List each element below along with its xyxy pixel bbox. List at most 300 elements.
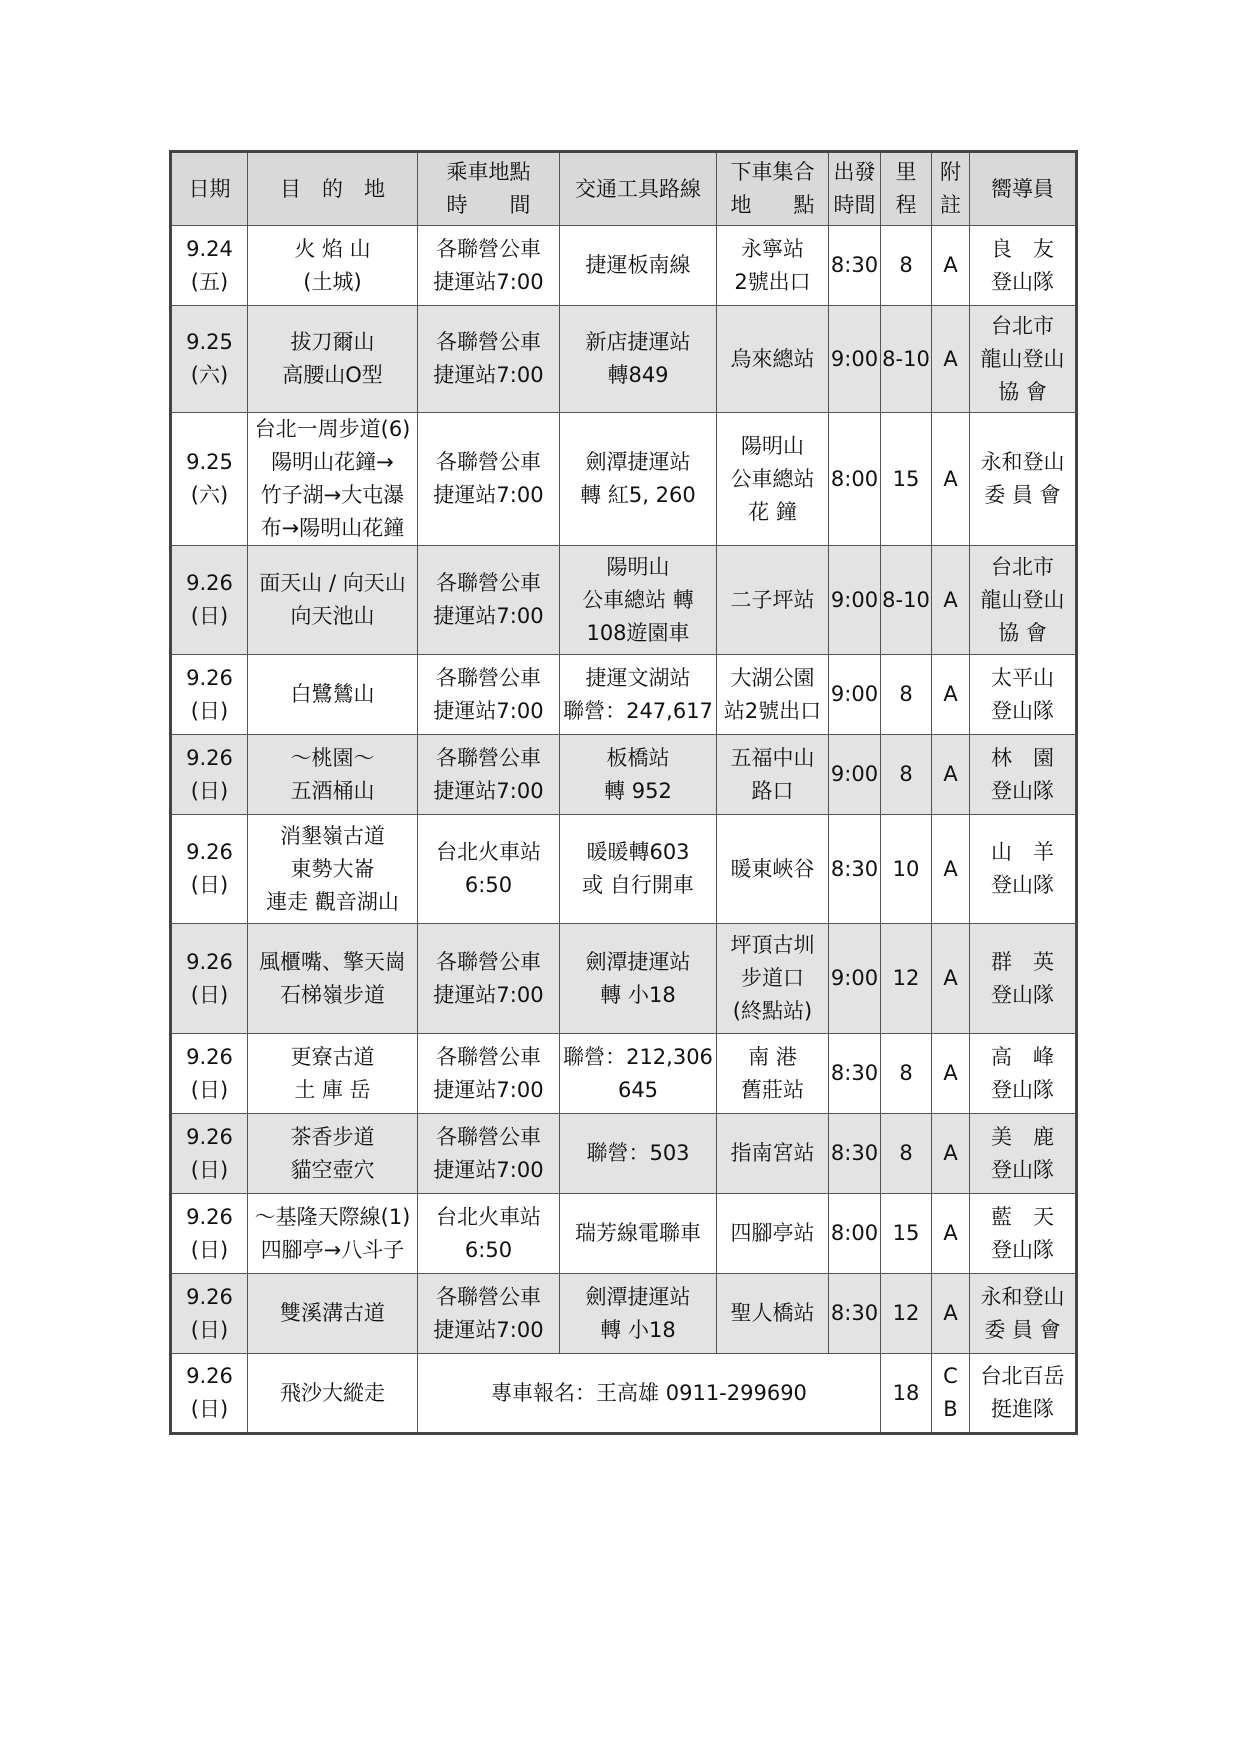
distance-cell: 8 xyxy=(881,226,932,306)
route-cell xyxy=(560,1034,717,1114)
drop-cell xyxy=(717,1274,829,1354)
route-cell xyxy=(560,1194,717,1274)
route-cell-line: 轉 952 xyxy=(604,778,672,803)
destination-cell-line: 陽明山花鐘→ xyxy=(271,450,394,474)
header-distance-line: 程 xyxy=(895,193,917,217)
route-cell-line: 108遊園車 xyxy=(586,620,690,645)
note-cell xyxy=(932,655,970,735)
drop-cell xyxy=(717,924,829,1034)
route-cell xyxy=(560,226,717,306)
boarding-cell xyxy=(418,1034,560,1114)
destination-cell-line: 風櫃嘴、擎天崗 xyxy=(259,949,406,974)
route-cell-line: 轉 小18 xyxy=(600,1317,676,1342)
note-cell xyxy=(932,1114,970,1194)
destination-cell xyxy=(248,924,418,1034)
date-cell-line: (日) xyxy=(190,1397,229,1421)
drop-cell-line: 聖人橋站 xyxy=(730,1301,815,1325)
note-cell-line: A xyxy=(943,762,958,786)
note-cell-line: A xyxy=(943,466,958,491)
route-cell-line: 陽明山 xyxy=(606,554,670,579)
boarding-cell xyxy=(418,655,560,735)
route-cell xyxy=(560,735,717,815)
header-guide xyxy=(970,152,1077,226)
date-cell xyxy=(171,815,248,924)
guide-cell xyxy=(970,546,1077,655)
drop-cell-line: 南 港 xyxy=(748,1044,797,1069)
destination-cell xyxy=(248,413,418,546)
guide-cell xyxy=(970,226,1077,306)
note-cell-line: A xyxy=(943,682,958,706)
header-drop xyxy=(717,152,829,226)
guide-cell-line: 美 鹿 xyxy=(991,1124,1054,1149)
guide-cell-line: 林 園 xyxy=(991,745,1054,770)
note-cell xyxy=(932,413,970,546)
guide-cell-line: 藍 天 xyxy=(991,1204,1054,1229)
boarding-cell-line: 6:50 xyxy=(464,873,513,897)
boarding-cell xyxy=(418,546,560,655)
depart-cell: 8:30 xyxy=(829,1034,881,1114)
distance-cell: 8 xyxy=(881,1034,932,1114)
distance-cell: 15 xyxy=(881,413,932,546)
table-row xyxy=(171,1034,1077,1114)
date-cell-line: (日) xyxy=(190,1157,229,1182)
route-cell-line: 瑞芳線電聯車 xyxy=(575,1221,701,1245)
destination-cell xyxy=(248,1274,418,1354)
guide-cell xyxy=(970,306,1077,413)
distance-cell: 8 xyxy=(881,655,932,735)
note-cell xyxy=(932,1274,970,1354)
route-cell-line: 轉 紅5, 260 xyxy=(580,483,696,507)
depart-cell: 9:00 xyxy=(829,924,881,1034)
guide-cell xyxy=(970,1274,1077,1354)
route-cell xyxy=(560,306,717,413)
destination-cell-line: (土城) xyxy=(303,269,362,294)
depart-cell: 8:30 xyxy=(829,815,881,924)
boarding-cell-line: 6:50 xyxy=(464,1237,513,1262)
distance-cell: 8-10 xyxy=(881,306,932,413)
boarding-cell-line: 各聯營公車 xyxy=(436,1044,541,1069)
distance-cell: 15 xyxy=(881,1194,932,1274)
route-cell-line: 捷運文湖站 xyxy=(585,665,691,690)
route-cell xyxy=(560,924,717,1034)
boarding-cell-line: 各聯營公車 xyxy=(436,330,541,354)
drop-cell-line: 暖東峽谷 xyxy=(730,856,815,881)
boarding-cell-line: 各聯營公車 xyxy=(436,236,541,261)
destination-cell-line: 布→陽明山花鐘 xyxy=(260,516,405,540)
note-cell-line: A xyxy=(943,1061,958,1085)
guide-cell-line: 挺進隊 xyxy=(991,1397,1054,1421)
guide-cell-line: 登山隊 xyxy=(991,873,1054,897)
route-cell-line: 或 自行開車 xyxy=(582,873,694,897)
guide-cell-line: 登山隊 xyxy=(991,982,1054,1007)
date-cell xyxy=(171,413,248,546)
drop-cell xyxy=(717,306,829,413)
route-cell xyxy=(560,1114,717,1194)
destination-cell-line: 連走 觀音湖山 xyxy=(266,889,399,914)
date-cell-line: 9.26 xyxy=(186,1204,233,1229)
boarding-cell xyxy=(418,1194,560,1274)
guide-cell-line: 永和登山 xyxy=(980,1284,1065,1309)
route-cell xyxy=(560,655,717,735)
header-boarding-line: 時 間 xyxy=(446,193,531,217)
route-cell-line: 公車總站 轉 xyxy=(582,587,694,612)
header-note xyxy=(932,152,970,226)
note-cell xyxy=(932,226,970,306)
route-cell xyxy=(560,546,717,655)
date-cell xyxy=(171,226,248,306)
header-distance xyxy=(881,152,932,226)
boarding-cell-line: 捷運站7:00 xyxy=(433,483,544,507)
boarding-cell-line: 各聯營公車 xyxy=(436,949,541,974)
header-depart xyxy=(829,152,881,226)
guide-cell-line: 登山隊 xyxy=(991,1237,1054,1262)
boarding-cell-line: 各聯營公車 xyxy=(436,1284,541,1309)
destination-cell-line: 茶香步道 xyxy=(290,1124,375,1149)
boarding-cell-line: 捷運站7:00 xyxy=(433,1317,544,1342)
guide-cell-line: 登山隊 xyxy=(991,269,1054,294)
date-cell xyxy=(171,1354,248,1434)
drop-cell-line: 四腳亭站 xyxy=(730,1221,815,1245)
header-date xyxy=(171,152,248,226)
date-cell-line: (日) xyxy=(190,778,229,803)
note-cell-line: A xyxy=(943,1141,958,1165)
note-cell xyxy=(932,546,970,655)
guide-cell-line: 登山隊 xyxy=(991,1157,1054,1182)
table-row xyxy=(171,1274,1077,1354)
guide-cell xyxy=(970,1034,1077,1114)
drop-cell-line: 路口 xyxy=(751,778,794,803)
table-row xyxy=(171,1194,1077,1274)
header-row xyxy=(171,152,1077,226)
destination-cell-line: 拔刀爾山 xyxy=(290,330,375,354)
guide-cell xyxy=(970,1354,1077,1434)
date-cell-line: 9.26 xyxy=(186,1284,233,1309)
note-cell xyxy=(932,815,970,924)
distance-cell: 8 xyxy=(881,735,932,815)
destination-cell-line: 面天山 / 向天山 xyxy=(259,571,406,595)
boarding-cell xyxy=(418,924,560,1034)
boarding-cell xyxy=(418,1114,560,1194)
header-distance-line: 里 xyxy=(895,160,917,184)
depart-cell: 8:30 xyxy=(829,1274,881,1354)
header-boarding xyxy=(418,152,560,226)
date-cell xyxy=(171,1034,248,1114)
guide-cell xyxy=(970,924,1077,1034)
table-row xyxy=(171,735,1077,815)
table-row xyxy=(171,1114,1077,1194)
guide-cell xyxy=(970,1114,1077,1194)
destination-cell-line: 土 庫 岳 xyxy=(294,1077,371,1102)
date-cell-line: (五) xyxy=(190,269,229,294)
note-cell-line: A xyxy=(943,253,958,277)
destination-cell-line: ～桃園～ xyxy=(290,745,375,770)
date-cell-line: (日) xyxy=(190,604,229,628)
destination-cell xyxy=(248,655,418,735)
route-cell-line: 轉849 xyxy=(607,363,669,387)
schedule-table xyxy=(169,150,1078,1435)
date-cell-line: 9.25 xyxy=(186,450,233,474)
destination-cell xyxy=(248,226,418,306)
guide-cell-line: 委 員 會 xyxy=(984,1317,1061,1342)
date-cell-line: 9.26 xyxy=(186,571,233,595)
drop-cell-line: (終點站) xyxy=(732,999,813,1023)
date-cell-line: (六) xyxy=(190,363,229,387)
date-cell xyxy=(171,924,248,1034)
date-cell-line: (日) xyxy=(190,1237,229,1262)
header-date-line: 日期 xyxy=(188,176,231,201)
destination-cell-line: 石梯嶺步道 xyxy=(280,982,385,1007)
boarding-cell xyxy=(418,1274,560,1354)
drop-cell-line: 站2號出口 xyxy=(723,698,822,723)
drop-cell-line: 2號出口 xyxy=(734,269,811,294)
route-cell xyxy=(560,1274,717,1354)
drop-cell xyxy=(717,1114,829,1194)
route-cell-line: 轉 小18 xyxy=(600,982,676,1007)
distance-cell: 10 xyxy=(881,815,932,924)
distance-cell: 18 xyxy=(881,1354,932,1434)
depart-cell: 8:00 xyxy=(829,413,881,546)
date-cell xyxy=(171,546,248,655)
note-cell-line: A xyxy=(943,346,958,371)
date-cell-line: 9.25 xyxy=(186,330,233,354)
route-cell-line: 暖暖轉603 xyxy=(586,840,690,864)
boarding-cell-line: 台北火車站 xyxy=(436,1204,541,1229)
drop-cell-line: 二子坪站 xyxy=(730,587,815,612)
drop-cell-line: 花 鐘 xyxy=(748,499,797,524)
destination-cell-line: 雙溪溝古道 xyxy=(280,1301,385,1325)
date-cell xyxy=(171,306,248,413)
note-cell xyxy=(932,1354,970,1434)
route-cell-line: 劍潭捷運站 xyxy=(585,1284,691,1309)
depart-cell: 9:00 xyxy=(829,306,881,413)
destination-cell-line: 竹子湖→大屯瀑 xyxy=(260,483,405,507)
header-guide-line: 嚮導員 xyxy=(991,176,1054,201)
header-boarding-line: 乘車地點 xyxy=(446,160,531,184)
date-cell xyxy=(171,655,248,735)
drop-cell-line: 五福中山 xyxy=(730,745,815,770)
drop-cell xyxy=(717,226,829,306)
date-cell-line: (六) xyxy=(190,483,229,507)
table-row xyxy=(171,924,1077,1034)
guide-cell xyxy=(970,735,1077,815)
route-cell-line: 劍潭捷運站 xyxy=(585,949,691,974)
route-cell-line: 聯營：503 xyxy=(586,1141,690,1165)
drop-cell-line: 烏來總站 xyxy=(730,346,815,371)
depart-cell: 9:00 xyxy=(829,735,881,815)
route-cell-line: 645 xyxy=(617,1077,659,1102)
table-row xyxy=(171,413,1077,546)
boarding-cell-line: 捷運站7:00 xyxy=(433,604,544,628)
header-drop-line: 下車集合 xyxy=(730,160,815,184)
header-destination-line: 目 的 地 xyxy=(280,176,385,201)
table-row xyxy=(171,226,1077,306)
route-cell-line: 聯營：247,617 xyxy=(563,698,713,723)
route-cell-line: 板橋站 xyxy=(606,745,670,770)
charter-signup-cell: 專車報名：王高雄 0911-299690 xyxy=(418,1354,881,1434)
route-cell xyxy=(560,413,717,546)
distance-cell: 8 xyxy=(881,1114,932,1194)
route-cell xyxy=(560,815,717,924)
guide-cell-line: 委 員 會 xyxy=(984,483,1061,507)
drop-cell-line: 公車總站 xyxy=(730,466,815,491)
guide-cell-line: 龍山登山 xyxy=(980,587,1065,612)
note-cell-line: A xyxy=(943,587,958,612)
date-cell-line: (日) xyxy=(190,1317,229,1342)
guide-cell xyxy=(970,655,1077,735)
guide-cell-line: 太平山 xyxy=(991,665,1054,690)
guide-cell-line: 協 會 xyxy=(998,620,1047,645)
drop-cell-line: 舊莊站 xyxy=(741,1077,804,1102)
date-cell xyxy=(171,735,248,815)
date-cell-line: (日) xyxy=(190,1077,229,1102)
depart-cell: 9:00 xyxy=(829,655,881,735)
drop-cell xyxy=(717,1194,829,1274)
guide-cell-line: 登山隊 xyxy=(991,1077,1054,1102)
boarding-cell-line: 台北火車站 xyxy=(436,840,541,864)
distance-cell: 12 xyxy=(881,924,932,1034)
destination-cell-line: ～基隆天際線(1) xyxy=(254,1204,411,1229)
drop-cell-line: 大湖公園 xyxy=(730,665,815,690)
boarding-cell-line: 各聯營公車 xyxy=(436,1124,541,1149)
guide-cell xyxy=(970,815,1077,924)
drop-cell xyxy=(717,546,829,655)
date-cell-line: (日) xyxy=(190,873,229,897)
date-cell-line: (日) xyxy=(190,982,229,1007)
boarding-cell xyxy=(418,735,560,815)
boarding-cell-line: 捷運站7:00 xyxy=(433,269,544,294)
destination-cell-line: 高腰山O型 xyxy=(282,363,383,387)
note-cell-line: A xyxy=(943,1301,958,1325)
header-route xyxy=(560,152,717,226)
guide-cell-line: 群 英 xyxy=(991,949,1054,974)
guide-cell-line: 台北百岳 xyxy=(980,1364,1065,1388)
depart-cell: 8:30 xyxy=(829,1114,881,1194)
note-cell-line: B xyxy=(943,1397,958,1421)
date-cell-line: 9.26 xyxy=(186,840,233,864)
table-row xyxy=(171,546,1077,655)
date-cell-line: 9.26 xyxy=(186,1044,233,1069)
date-cell-line: 9.24 xyxy=(186,236,233,261)
boarding-cell-line: 捷運站7:00 xyxy=(433,363,544,387)
destination-cell-line: 更寮古道 xyxy=(290,1044,375,1069)
date-cell xyxy=(171,1114,248,1194)
note-cell xyxy=(932,1194,970,1274)
header-note-line: 註 xyxy=(940,193,961,217)
guide-cell xyxy=(970,1194,1077,1274)
note-cell-line: A xyxy=(943,1221,958,1245)
destination-cell-line: 五酒桶山 xyxy=(290,778,375,803)
boarding-cell-line: 各聯營公車 xyxy=(436,450,541,474)
destination-cell-line: 台北一周步道(6) xyxy=(254,417,411,441)
drop-cell-line: 步道口 xyxy=(741,966,804,990)
destination-cell xyxy=(248,815,418,924)
guide-cell-line: 山 羊 xyxy=(991,840,1054,864)
note-cell xyxy=(932,1034,970,1114)
date-cell xyxy=(171,1274,248,1354)
date-cell-line: 9.26 xyxy=(186,949,233,974)
date-cell-line: 9.26 xyxy=(186,1124,233,1149)
boarding-cell xyxy=(418,226,560,306)
guide-cell-line: 登山隊 xyxy=(991,698,1054,723)
drop-cell xyxy=(717,815,829,924)
drop-cell-line: 陽明山 xyxy=(741,433,804,458)
note-cell-line: A xyxy=(943,966,958,990)
guide-cell-line: 良 友 xyxy=(991,236,1054,261)
date-cell-line: 9.26 xyxy=(186,665,233,690)
depart-cell: 8:30 xyxy=(829,226,881,306)
header-note-line: 附 xyxy=(940,160,961,184)
destination-cell xyxy=(248,1034,418,1114)
boarding-cell-line: 捷運站7:00 xyxy=(433,698,544,723)
drop-cell xyxy=(717,735,829,815)
note-cell xyxy=(932,924,970,1034)
drop-cell xyxy=(717,655,829,735)
guide-cell-line: 登山隊 xyxy=(991,778,1054,803)
destination-cell-line: 火 焰 山 xyxy=(294,236,371,261)
header-route-line: 交通工具路線 xyxy=(575,176,701,201)
table-row xyxy=(171,655,1077,735)
guide-cell xyxy=(970,413,1077,546)
route-cell-line: 劍潭捷運站 xyxy=(585,450,691,474)
route-cell-line: 聯營：212,306 xyxy=(563,1044,713,1069)
destination-cell xyxy=(248,546,418,655)
drop-cell-line: 坪頂古圳 xyxy=(730,933,815,957)
drop-cell xyxy=(717,413,829,546)
guide-cell-line: 龍山登山 xyxy=(980,346,1065,371)
guide-cell-line: 台北市 xyxy=(991,313,1054,338)
table-row xyxy=(171,306,1077,413)
destination-cell-line: 四腳亭→八斗子 xyxy=(260,1237,405,1262)
drop-cell-line: 指南宮站 xyxy=(730,1141,815,1165)
header-drop-line: 地 點 xyxy=(730,193,815,217)
boarding-cell-line: 捷運站7:00 xyxy=(433,1157,544,1182)
date-cell-line: 9.26 xyxy=(186,1364,233,1388)
destination-cell-line: 向天池山 xyxy=(290,604,375,628)
guide-cell-line: 永和登山 xyxy=(980,450,1065,474)
boarding-cell xyxy=(418,306,560,413)
route-cell-line: 新店捷運站 xyxy=(585,330,691,354)
note-cell xyxy=(932,306,970,413)
guide-cell-line: 高 峰 xyxy=(991,1044,1054,1069)
boarding-cell-line: 捷運站7:00 xyxy=(433,982,544,1007)
drop-cell xyxy=(717,1034,829,1114)
destination-cell-line: 貓空壺穴 xyxy=(290,1157,375,1182)
destination-cell xyxy=(248,735,418,815)
header-depart-line: 出發 xyxy=(833,160,876,184)
distance-cell: 12 xyxy=(881,1274,932,1354)
guide-cell-line: 協 會 xyxy=(998,379,1047,404)
destination-cell xyxy=(248,306,418,413)
boarding-cell-line: 各聯營公車 xyxy=(436,665,541,690)
guide-cell-line: 台北市 xyxy=(991,554,1054,579)
boarding-cell-line: 捷運站7:00 xyxy=(433,1077,544,1102)
depart-cell: 9:00 xyxy=(829,546,881,655)
destination-cell-line: 東勢大崙 xyxy=(290,856,375,881)
boarding-cell xyxy=(418,413,560,546)
boarding-cell-line: 捷運站7:00 xyxy=(433,778,544,803)
note-cell-line: A xyxy=(943,856,958,881)
drop-cell-line: 永寧站 xyxy=(741,236,804,261)
destination-cell-line: 飛沙大縱走 xyxy=(280,1380,385,1405)
boarding-cell xyxy=(418,815,560,924)
destination-cell xyxy=(248,1194,418,1274)
destination-cell-line: 消墾嶺古道 xyxy=(280,823,385,848)
header-destination xyxy=(248,152,418,226)
boarding-cell-line: 各聯營公車 xyxy=(436,571,541,595)
route-cell-line: 捷運板南線 xyxy=(585,253,691,277)
table-row xyxy=(171,1354,1077,1434)
date-cell-line: (日) xyxy=(190,698,229,723)
